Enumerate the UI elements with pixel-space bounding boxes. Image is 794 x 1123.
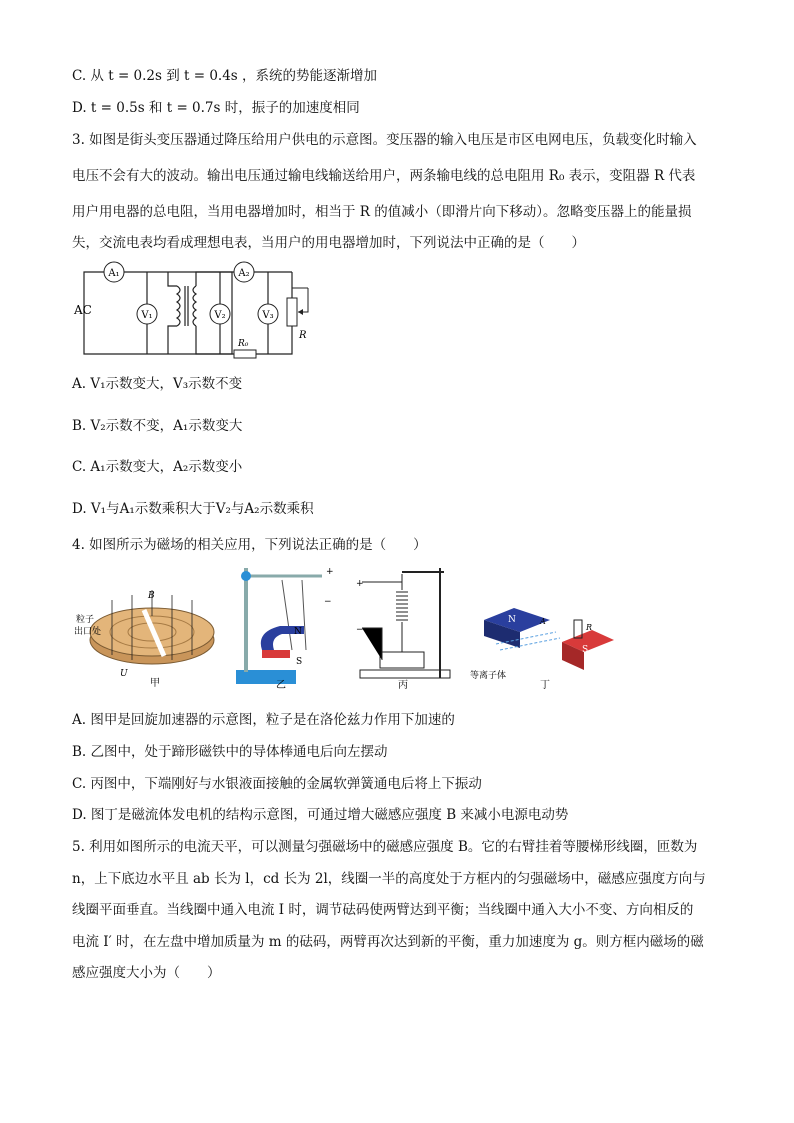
s-label: S — [296, 657, 303, 667]
q3-option-d: D. V₁与A₁示数乘积大于V₂与A₂示数乘积 — [72, 501, 314, 517]
q5-stem-line: 感应强度大小为（ ） — [72, 965, 221, 981]
q3-stem-line: 用户用电器的总电阻，当用电器增加时，相当于 R 的值减小（即滑片向下移动）。忽略变压器上的能量损 — [72, 204, 692, 220]
q5-stem-line: 电流 I′ 时，在左盘中增加质量为 m 的砝码，两臂再次达到新的平衡，重力加速度为 g。则方框内磁场的磁 — [72, 934, 704, 950]
caption-yi: 乙 — [276, 680, 286, 690]
q3-option-b: B. V₂示数不变，A₁示数变大 — [72, 418, 243, 434]
a-label: A — [540, 617, 546, 626]
caption-bing: 丙 — [398, 680, 408, 690]
n-label: N — [508, 615, 516, 625]
q3-stem-line: 电压不会有大的波动。输出电压通过输电线输送给用户，两条输电线的总电阻用 R₀ 表示，变阻器 R 代表 — [72, 168, 696, 184]
q3-stem-line: 3. 如图是街头变压器通过降压给用户供电的示意图。变压器的输入电压是市区电网电压，负载变化时输入 — [72, 132, 697, 148]
q3-option-a: A. V₁示数变大，V₃示数不变 — [72, 376, 243, 392]
caption-jia: 甲 — [150, 678, 160, 689]
line-resistor-r0 — [234, 350, 256, 358]
q3-stem-line: 失，交流电表均看成理想电表，当用户的用电器增加时，下列说法中正确的是（ ） — [72, 235, 585, 251]
plus-label: + — [356, 579, 364, 589]
q4-option-d: D. 图丁是磁流体发电机的结构示意图，可通过增大磁感应强度 B 来减小电源电动势 — [72, 807, 569, 823]
q4-option-c: C. 丙图中，下端刚好与水银液面接触的金属软弹簧通电后将上下振动 — [72, 776, 482, 792]
figure-jia-cyclotron — [72, 560, 222, 690]
ac-label: AC — [74, 303, 92, 317]
caption-ding: 丁 — [540, 680, 550, 690]
r0-label: R₀ — [238, 339, 249, 349]
q3-option-c: C. A₁示数变大，A₂示数变小 — [72, 459, 243, 475]
v3-label: V₃ — [262, 310, 274, 321]
s-label: S — [582, 645, 589, 655]
plus-label: + — [326, 567, 334, 577]
variable-resistor — [287, 298, 297, 326]
minus-label: − — [356, 625, 364, 635]
r-label: R — [586, 623, 593, 632]
figure-bing-spring — [352, 560, 452, 690]
q4-option-b: B. 乙图中，处于蹄形磁铁中的导体棒通电后向左摆动 — [72, 744, 388, 760]
particle-label: 粒子 — [76, 615, 95, 625]
n-label: N — [294, 627, 302, 637]
minus-label: − — [324, 597, 332, 607]
exit-label: 出口处 — [74, 627, 102, 637]
b-label: B — [148, 591, 155, 601]
a1-label: A₁ — [108, 268, 120, 279]
r-label: R — [299, 330, 307, 341]
q2-option-c: C. 从 t = 0.2s 到 t = 0.4s ，系统的势能逐渐增加 — [72, 68, 378, 84]
v1-label: V₁ — [141, 310, 153, 321]
a2-label: A₂ — [238, 268, 250, 279]
u-label: U — [120, 669, 128, 679]
q2-option-d: D. t = 0.5s 和 t = 0.7s 时，振子的加速度相同 — [72, 100, 360, 116]
figure-ding-mhd — [466, 560, 616, 690]
q5-stem-line: 5. 利用如图所示的电流天平，可以测量匀强磁场中的磁感应强度 B。它的右臂挂着等腰梯形线圈，匝数为 — [72, 839, 698, 855]
q5-stem-line: 线圈平面垂直。当线圈中通入电流 I 时，调节砝码使两臂达到平衡；当线圈中通入大小不变、方向相反的 — [72, 902, 694, 918]
q4-option-a: A. 图甲是回旋加速器的示意图，粒子是在洛伦兹力作用下加速的 — [72, 712, 455, 728]
plasma-label: 等离子体 — [470, 671, 507, 681]
figure-yi-magnet — [232, 560, 342, 690]
q4-stem: 4. 如图所示为磁场的相关应用，下列说法正确的是（ ） — [72, 537, 427, 553]
transformer-circuit-diagram — [72, 258, 332, 362]
v2-label: V₂ — [214, 310, 226, 321]
q5-stem-line: n，上下底边水平且 ab 长为 l，cd 长为 2l，线圈一半的高度处于方框内的匀强磁场中，磁感应强度方向与 — [72, 871, 706, 887]
